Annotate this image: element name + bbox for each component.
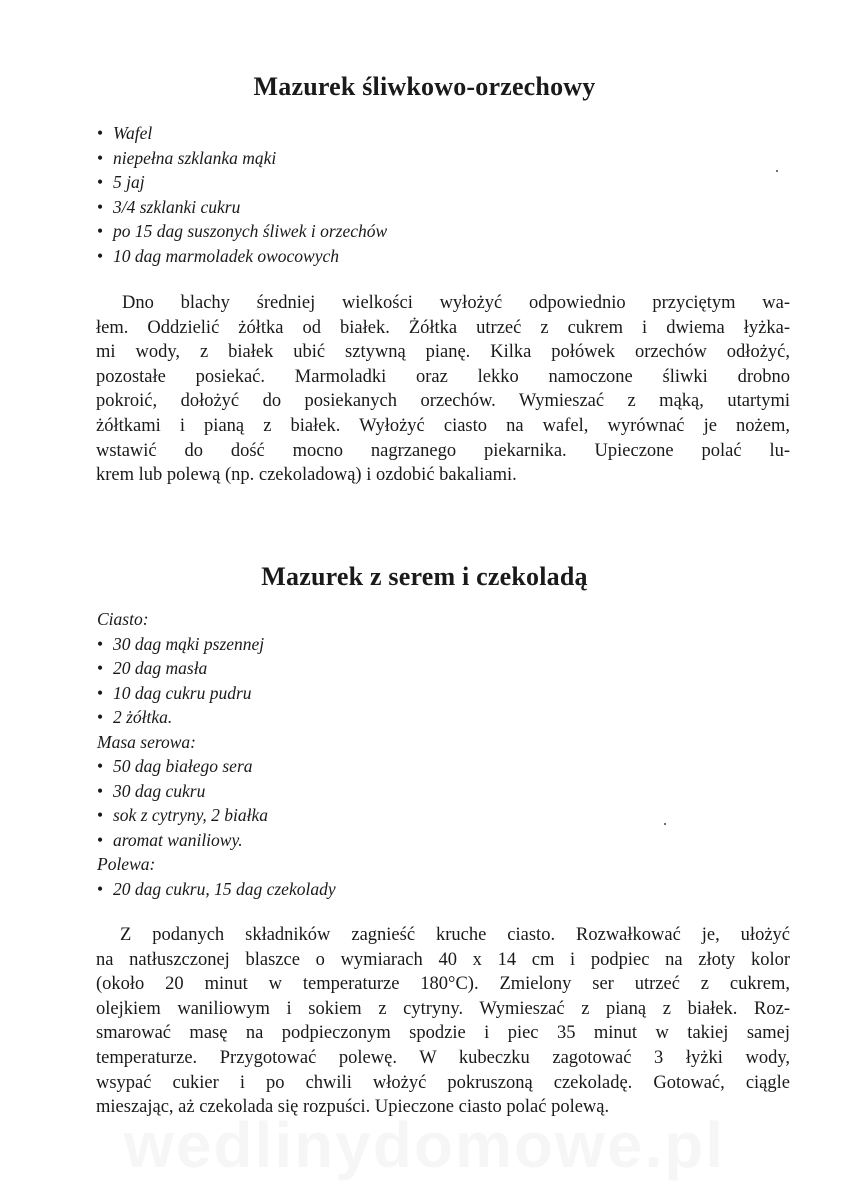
ingredient-item: • po 15 dag suszonych śliwek i orzechów: [97, 219, 777, 244]
recipe-1-instructions: [96, 291, 790, 488]
bullet-icon: •: [97, 147, 104, 168]
bullet-icon: •: [97, 682, 104, 703]
ingredient-item: • 30 dag mąki pszennej: [97, 632, 777, 657]
ingredient-item: • aromat waniliowy.: [97, 828, 777, 853]
text-line: smarować masę na podpieczonym spodzie i piec 35 minut w takiej samej: [96, 1023, 790, 1044]
text-line: Dno blachy średniej wielkości wyłożyć odpowiednio przyciętym wa-: [122, 293, 790, 313]
text-line: olejkiem waniliowym i sokiem z cytryny. Wymieszać z pianą z białek. Roz-: [96, 998, 790, 1019]
text-line: pokroić, dołożyć do posiekanych orzechów. Wymieszać z mąką, utartymi: [96, 391, 790, 412]
ingredient-item: • 3/4 szklanki cukru: [97, 195, 777, 220]
section-label-masa-serowa: Masa serowa:: [97, 731, 197, 752]
text-line: wsypać cukier i po chwili włożyć pokruszoną czekoladę. Gotować, ciągle: [96, 1072, 790, 1093]
ingredient-item: • sok z cytryny, 2 białka: [97, 803, 777, 828]
bullet-icon: •: [97, 780, 104, 801]
watermark-text: [0, 1108, 849, 1182]
recipe-1-ingredients-list: [97, 121, 777, 268]
scan-speck: [776, 170, 778, 172]
text-line: na natłuszczonej blaszce o wymiarach 40 x 14 cm i podpiec na złoty kolor: [96, 949, 790, 970]
ingredient-item: • 10 dag marmoladek owocowych: [97, 244, 777, 269]
bullet-icon: •: [97, 707, 104, 727]
ingredient-item: • 20 dag cukru, 15 dag czekolady: [97, 877, 777, 902]
bullet-icon: •: [97, 805, 104, 825]
text-line: (około 20 minut w temperaturze 180°C). Zmielony ser utrzeć z cukrem,: [96, 974, 790, 995]
ingredient-item: • Wafel: [97, 121, 777, 146]
recipe-2-instructions: [96, 923, 790, 1120]
ingredient-item: • 2 żółtka.: [97, 705, 777, 730]
section-label-ciasto: Ciasto:: [97, 609, 149, 629]
ingredient-item: • 50 dag białego sera: [97, 754, 777, 779]
text-line: łem. Oddzielić żółtka od białek. Żółtka utrzeć z cukrem i dwiema łyżka-: [96, 317, 790, 338]
ingredient-item: • 10 dag cukru pudru: [97, 681, 777, 706]
bullet-icon: •: [97, 633, 104, 654]
recipe-2-ingredients-list: [97, 607, 777, 901]
text-line: Z podanych składników zagnieść kruche ciasto. Rozwałkować je, ułożyć: [120, 925, 790, 945]
ingredient-item: • 30 dag cukru: [97, 779, 777, 804]
text-line: pozostałe posiekać. Marmoladki oraz lekko namoczone śliwki drobno: [96, 366, 790, 387]
recipe-2-title: Mazurek z serem i czekoladą: [261, 562, 588, 591]
ingredient-item: • niepełna szklanka mąki: [97, 146, 777, 171]
ingredient-item: • 20 dag masła: [97, 656, 777, 681]
bullet-icon: •: [97, 756, 104, 776]
bullet-icon: •: [97, 245, 104, 266]
text-line: żółtkami i pianą z białek. Wyłożyć ciasto na wafel, wyrównać je nożem,: [96, 415, 790, 436]
text-line: mi wody, z białek ubić sztywną pianę. Kilka połówek orzechów odłożyć,: [96, 342, 790, 363]
text-line: temperaturze. Przygotować polewę. W kubeczku zagotować 3 łyżki wody,: [96, 1047, 790, 1068]
text-line: wstawić do dość mocno nagrzanego piekarnika. Upieczone polać lu-: [96, 440, 790, 461]
text-line: krem lub polewą (np. czekoladową) i ozdobić bakaliami.: [96, 465, 517, 486]
bullet-icon: •: [97, 221, 104, 241]
bullet-icon: •: [97, 829, 104, 850]
ingredient-item: • 5 jaj: [97, 170, 777, 195]
scan-speck: [664, 823, 666, 825]
recipe-1-title: Mazurek śliwkowo-orzechowy: [253, 72, 596, 101]
bullet-icon: •: [97, 196, 104, 217]
bullet-icon: •: [97, 658, 104, 678]
bullet-icon: •: [97, 172, 104, 192]
bullet-icon: •: [97, 123, 104, 143]
text-line: mieszając, aż czekolada się rozpuści. Upieczone ciasto polać polewą.: [96, 1097, 610, 1118]
bullet-icon: •: [97, 878, 104, 899]
section-label-polewa: Polewa:: [97, 854, 156, 874]
